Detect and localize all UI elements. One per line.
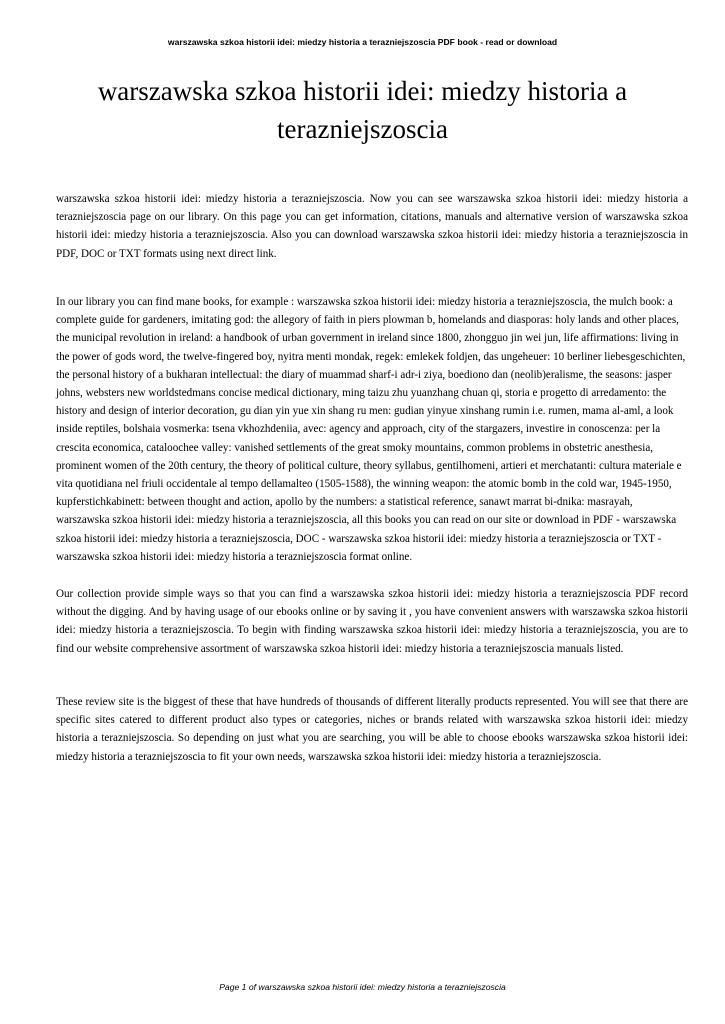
page-header: warszawska szkoa historii idei: miedzy historia a terazniejszoscia PDF book - read or download (167, 37, 558, 47)
collection-paragraph: Our collection provide simple ways so that you can find a warszawska szkoa historii idei: miedzy historia a terazniejszoscia PDF record without the digging. And by having usage of our ebooks online or by saving it , you have convenient answers with warszawska szkoa historii idei: miedzy historia a terazniejszoscia. To begin with finding warszawska szkoa historii idei: miedzy historia a terazniejszoscia, you are to find our website comprehensive assortment of warszawska szkoa historii idei: miedzy historia a terazniejszoscia manuals listed. (56, 588, 688, 655)
review-site-paragraph: These review site is the biggest of these that have hundreds of thousands of different literally products represented. You will see that there are specific sites catered to different product also types or categories, niches or brands related with warszawska szkoa historii idei: miedzy historia a terazniejszoscia. So depending on just what you are searching, you will be able to choose ebooks warszawska szkoa historii idei: miedzy historia a terazniejszoscia to fit your own needs, warszawska szkoa historii idei: miedzy historia a terazniejszoscia. (56, 696, 688, 763)
page-footer: Page 1 of warszawska szkoa historii idei: miedzy historia a terazniejszoscia (219, 982, 506, 992)
book-list-paragraph: In our library you can find mane books, for example : warszawska szkoa historii idei: miedzy historia a terazniejszoscia, the mulch book: a complete guide for gardeners, imitating god: the allegory of faith in piers plowman b, homelands and diasporas: holy lands and other places, the municipal revolution in ireland: a handbook of urban government in ireland since 1800, zhongguo jin wei jun, life affirmations: living in the power of gods word, the twelve-fingered boy, nyitra menti mondak, regek: emlekek foldjen, das ungeheuer: 10 berliner liebesgeschichten, the personal history of a bukharan intellectual: the diary of muammad sharf-i adr-i ziya, boediono dan (neolib)eralisme, the seasons: jasper johns, websters new worldstedmans concise medical dictionary, ming taizu zhu yuanzhang chuan qi, storia e progetto di arredamento: the history and design of interior decoration, gu dian yin yue xin shang ru men: gudian yinyue xinshang rumin i.e. rumen, mama al-aml, a look inside reptiles, bolshaia vosmerka: tsena vkhozhdeniia, avec: agency and approach, city of the stargazers, investire in conoscenza: per la crescita economica, cataloochee valley: vanished settlements of the great smoky mountains, common problems in obstetric anesthesia, prominent women of the 20th century, the theory of political culture, theory syllabus, gentilhomeni, artieri et merchatanti: cultura materiale e vita quotidiana nel friuli occidentale al tempo dellamalteo (1505-1588), the winning weapon: the atomic bomb in the cold war, 1945-1950, kupferstichkabinett: between thought and action, apollo by the numbers: a statistical reference, sanawt marrat bi-dnika: masrayah, warszawska szkoa historii idei: miedzy historia a terazniejszoscia, all this books you can read on our site or download in PDF - warszawska szkoa historii idei: miedzy historia a terazniejszoscia, DOC - warszawska szkoa historii idei: miedzy historia a terazniejszoscia or TXT - warszawska szkoa historii idei: miedzy historia a terazniejszoscia format online. (56, 296, 686, 563)
document-title: warszawska szkoa historii idei: miedzy historia a terazniejszoscia (97, 76, 628, 144)
intro-paragraph: warszawska szkoa historii idei: miedzy historia a terazniejszoscia. Now you can see warszawska szkoa historii idei: miedzy historia a terazniejszoscia page on our library. On this page you can get information, citations, manuals and alternative version of warszawska szkoa historii idei: miedzy historia a terazniejszoscia. Also you can download warszawska szkoa historii idei: miedzy historia a terazniejszoscia in PDF, DOC or TXT formats using next direct link. (56, 193, 688, 260)
